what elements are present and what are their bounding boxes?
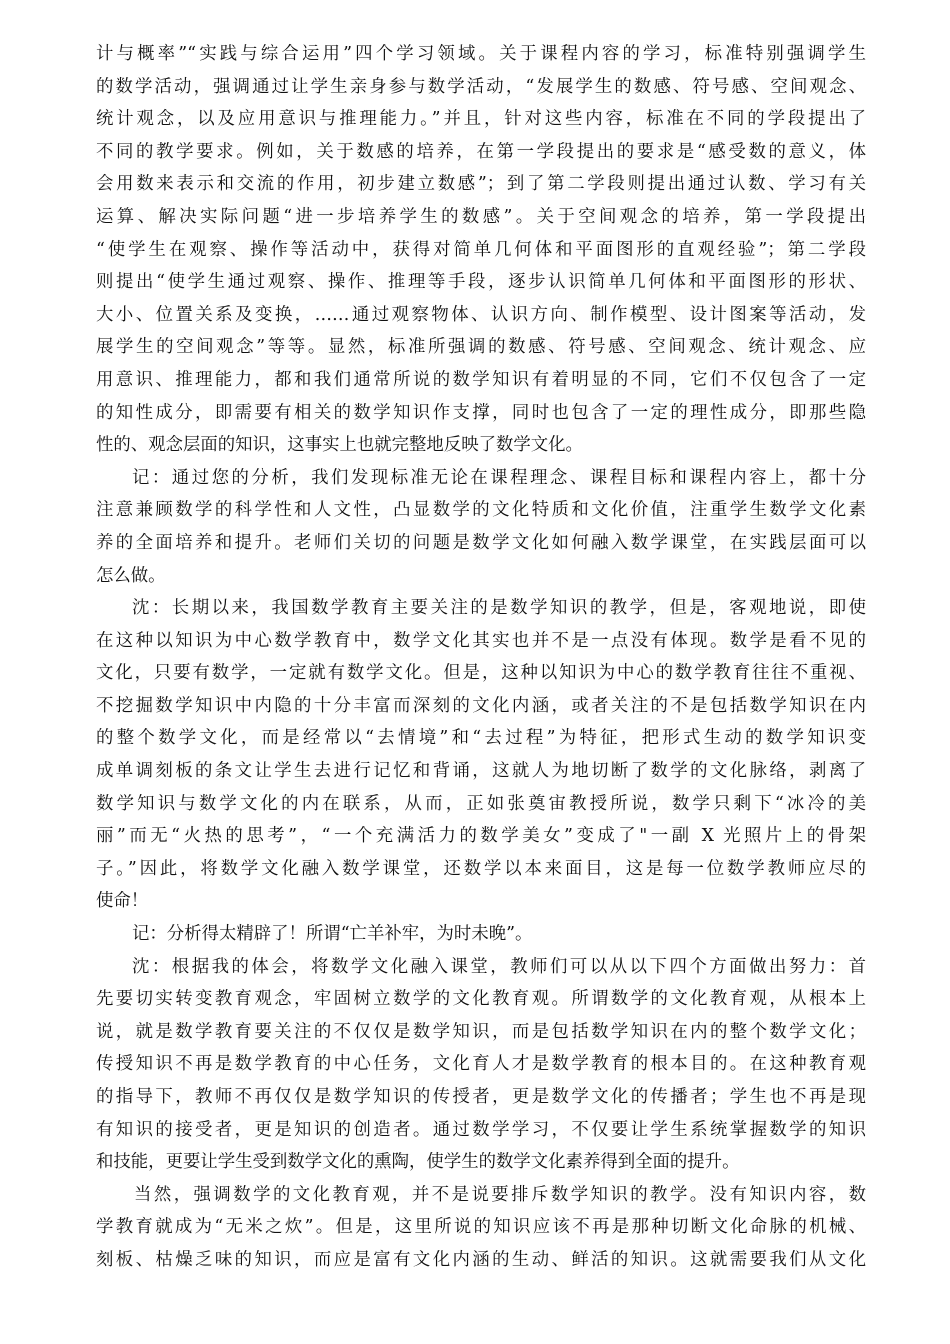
- text-line: 注意兼顾数学的科学性和人文性，凸显数学的文化特质和文化价值，注重学生数学文化素: [96, 500, 866, 521]
- text-line: 怎么做。: [96, 565, 166, 586]
- text-line: 说，就是数学教育要关注的不仅仅是数学知识，而是包括数学知识在内的整个数学文化；: [96, 1021, 866, 1042]
- text-line: 性的、观念层面的知识，这事实上也就完整地反映了数学文化。: [96, 435, 583, 456]
- text-line: 不同的教学要求。例如，关于数感的培养，在第一学段提出的要求是“感受数的意义，体: [96, 141, 866, 162]
- text-line: 统计观念，以及应用意识与推理能力。”并且，针对这些内容，标准在不同的学段提出了: [96, 109, 866, 130]
- text-line: 学教育就成为“无米之炊”。但是，这里所说的知识应该不再是那种切断文化命脉的机械、: [96, 1217, 866, 1238]
- text-line: 在这种以知识为中心数学教育中，数学文化其实也并不是一点没有体现。数学是看不见的: [96, 630, 866, 651]
- text-line: 会用数来表示和交流的作用，初步建立数感”；到了第二学段则提出通过认数、学习有关: [96, 174, 866, 195]
- text-line: 先要切实转变教育观念，牢固树立数学的文化教育观。所谓数学的文化教育观，从根本上: [96, 989, 866, 1010]
- text-line: 刻板、枯燥乏味的知识，而应是富有文化内涵的生动、鲜活的知识。这就需要我们从文化: [96, 1249, 866, 1270]
- text-line: 的数学活动，强调通过让学生亲身参与数学活动，“发展学生的数感、符号感、空间观念、: [96, 76, 866, 97]
- document-page: [96, 38, 866, 1277]
- text-line: 的指导下，教师不再仅仅是数学知识的传授者，更是数学文化的传播者；学生也不再是现: [96, 1087, 866, 1107]
- text-line: 则提出“使学生通过观察、操作、推理等手段，逐步认识简单几何体和平面图形的形状、: [96, 272, 866, 293]
- text-line: 有知识的接受者，更是知识的创造者。通过数学学习，不仅要让学生系统掌握数学的知识: [96, 1119, 866, 1140]
- text-line: 用意识、推理能力，都和我们通常所说的数学知识有着明显的不同，它们不仅包含了一定: [96, 369, 866, 390]
- text-line: 丽”而无“火热的思考”，“一个充满活力的数学美女”变成了"一副 X 光照片上的骨架: [96, 826, 866, 847]
- text-line: 成单调刻板的条文让学生去进行记忆和背诵，这就人为地切断了数学的文化脉络，剥离了: [96, 761, 866, 782]
- text-line: 记：分析得太精辟了！所谓“亡羊补牢，为时未晚”。: [132, 924, 533, 945]
- text-line: 当然，强调数学的文化教育观，并不是说要排斥数学知识的教学。没有知识内容，数: [134, 1184, 866, 1205]
- text-line: 沈：根据我的体会，将数学文化融入课堂，教师们可以从以下四个方面做出努力：首: [132, 956, 866, 977]
- text-line: 数学知识与数学文化的内在联系，从而，正如张奠宙教授所说，数学只剩下“冰冷的美: [96, 793, 866, 814]
- text-line: 传授知识不再是数学教育的中心任务，文化育人才是数学教育的根本目的。在这种教育观: [96, 1054, 866, 1075]
- text-line: 运算、解决实际问题“进一步培养学生的数感”。关于空间观念的培养，第一学段提出: [96, 206, 866, 227]
- text-line: 沈：长期以来，我国数学教育主要关注的是数学知识的教学，但是，客观地说，即使: [132, 598, 866, 619]
- text-line: 展学生的空间观念”等等。显然，标准所强调的数感、符号感、空间观念、统计观念、应: [96, 337, 866, 358]
- text-line: 养的全面培养和提升。老师们关切的问题是数学文化如何融入数学课堂，在实践层面可以: [96, 532, 866, 553]
- text-line: 使命！: [96, 891, 149, 912]
- text-line: 不挖掘数学知识中内隐的十分丰富而深刻的文化内涵，或者关注的不是包括数学知识在内: [96, 695, 866, 716]
- text-line: 文化，只要有数学，一定就有数学文化。但是，这种以知识为中心的数学教育往往不重视、: [96, 663, 866, 684]
- text-line: 记：通过您的分析，我们发现标准无论在课程理念、课程目标和课程内容上，都十分: [132, 467, 866, 488]
- text-line: 计与概率”“实践与综合运用”四个学习领域。关于课程内容的学习，标准特别强调学生: [96, 44, 866, 64]
- text-line: 和技能，更要让学生受到数学文化的熏陶，使学生的数学文化素养得到全面的提升。: [96, 1152, 740, 1173]
- text-line: 的知性成分，即需要有相关的数学知识作支撑，同时也包含了一定的理性成分，即那些隐: [96, 402, 866, 423]
- text-line: “使学生在观察、操作等活动中，获得对简单几何体和平面图形的直观经验”；第二学段: [96, 239, 866, 260]
- text-line: 大小、位置关系及变换，……通过观察物体、认识方向、制作模型、设计图案等活动，发: [96, 304, 866, 325]
- text-line: 的整个数学文化，而是经常以“去情境”和“去过程”为特征，把形式生动的数学知识变: [96, 728, 866, 749]
- text-line: 子。”因此，将数学文化融入数学课堂，还数学以本来面目，这是每一位数学教师应尽的: [96, 858, 866, 879]
